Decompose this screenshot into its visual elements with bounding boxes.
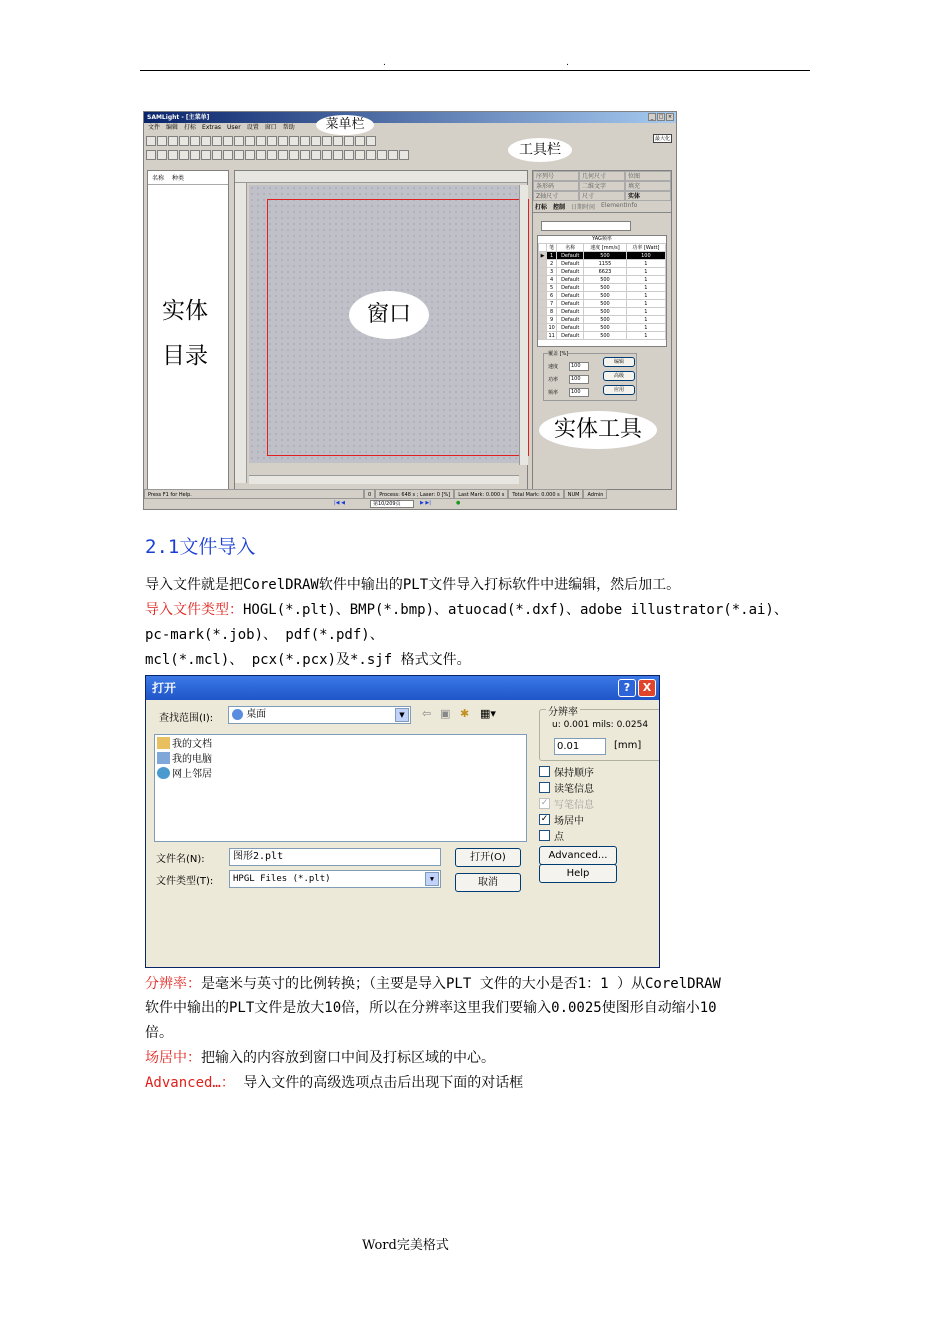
status-help: Press F1 for Help. xyxy=(144,489,364,499)
menu-file[interactable]: 文件 xyxy=(148,124,161,131)
pen-cell: Default xyxy=(557,268,584,276)
tool-icon[interactable] xyxy=(366,150,376,160)
override-field-label: 频率 xyxy=(548,390,559,396)
pen-row[interactable] xyxy=(539,252,666,260)
tool-icon[interactable] xyxy=(223,136,233,146)
advanced-explain-label: Advanced…： xyxy=(145,1075,235,1091)
edit-button[interactable]: 编辑 xyxy=(603,357,635,367)
pen-cell: 6623 xyxy=(584,268,627,276)
subtab-datetime[interactable]: 日期时间 xyxy=(571,204,596,211)
pointer-icon[interactable] xyxy=(344,136,354,146)
entity-tree-header xyxy=(148,171,228,185)
move-icon[interactable] xyxy=(344,150,354,160)
horizontal-ruler xyxy=(235,171,527,183)
file-types-text: HOGL(*.plt)、BMP(*.bmp)、atuocad(*.dxf)、adobe illustrator(*.ai)、 xyxy=(243,602,788,618)
cancel-button[interactable]: 取消 xyxy=(455,873,521,892)
view-menu-icon[interactable]: ▦▾ xyxy=(480,707,496,720)
zoom-fit-icon[interactable] xyxy=(399,150,409,160)
lookin-combo[interactable] xyxy=(228,706,411,724)
tool-icon[interactable] xyxy=(311,150,321,160)
pen-cell: Default xyxy=(557,276,584,284)
preview-icon[interactable] xyxy=(256,150,266,160)
pen-cell: 7 xyxy=(547,300,557,308)
status-last-mark: Last Mark: 0.000 s xyxy=(454,489,508,499)
filetype-value: HPGL Files (*.plt) xyxy=(233,874,331,884)
entity-tree-panel xyxy=(147,170,229,490)
first-page-icon[interactable]: |◀ ◀ xyxy=(334,500,345,506)
resolution-explain-line2: 软件中输出的PLT文件是放大10倍，所以在分辨率这里我们要输入0.0025使图形自动缩小10 xyxy=(145,1000,717,1016)
header-rule xyxy=(140,70,810,71)
filename-label: 文件名(N): xyxy=(156,854,205,865)
pen-cell: 1 xyxy=(626,276,665,284)
pen-cell: 4 xyxy=(547,276,557,284)
file-types-label: 导入文件类型： xyxy=(145,602,243,618)
option-label: 场居中 xyxy=(554,815,584,827)
override-title: 覆盖 [%] xyxy=(548,351,569,357)
pen-col-header: 笔 xyxy=(547,244,557,252)
samlight-menubar xyxy=(144,123,676,133)
callout-window: 窗口 xyxy=(349,291,429,339)
file-item-label: 我的电脑 xyxy=(172,754,212,765)
tool-icon[interactable] xyxy=(366,136,376,146)
row-selector xyxy=(539,324,547,332)
print-icon[interactable] xyxy=(245,150,255,160)
callout-entity-directory xyxy=(162,289,208,379)
pen-cell: Default xyxy=(557,260,584,268)
callout-menubar: 菜单栏 xyxy=(316,115,374,135)
pen-cell: 1 xyxy=(626,292,665,300)
header-dot: . xyxy=(383,58,386,68)
tab-bitmap[interactable]: 位图 xyxy=(625,171,671,181)
network-icon xyxy=(157,767,170,779)
option-checkbox[interactable] xyxy=(539,763,594,779)
toolbar-row-1 xyxy=(146,136,376,148)
pen-col-header: 功率 [Watt] xyxy=(626,244,665,252)
file-types-line3: mcl(*.mcl)、 pcx(*.pcx)及*.sjf 格式文件。 xyxy=(145,652,471,668)
add-page-icon[interactable]: ● xyxy=(456,500,461,506)
zoom-out-icon[interactable] xyxy=(388,150,398,160)
align-icon[interactable] xyxy=(168,150,178,160)
checkbox-box[interactable] xyxy=(539,766,550,777)
rect-icon[interactable] xyxy=(300,136,310,146)
page-indicator[interactable]: 第10/209页 xyxy=(370,500,414,508)
override-field-input[interactable]: 100 xyxy=(569,388,589,397)
pen-cell: 100 xyxy=(626,252,665,260)
pen-cell: Default xyxy=(557,300,584,308)
pen-cell: 1155 xyxy=(584,260,627,268)
menu-settings[interactable]: 设置 xyxy=(246,124,259,131)
drawing-canvas[interactable] xyxy=(249,185,519,463)
pen-cell: 1 xyxy=(547,252,557,260)
resolution-unit: [mm] xyxy=(614,740,642,751)
pen-cell: 8 xyxy=(547,308,557,316)
line-icon[interactable] xyxy=(289,136,299,146)
resolution-explain-text: 是毫米与英寸的比例转换；（主要是导入PLT 文件的大小是否1：1 ）从CorelDRAW xyxy=(201,976,721,992)
pen-cell: 6 xyxy=(547,292,557,300)
pen-cell: 1 xyxy=(626,332,665,340)
filetype-select[interactable] xyxy=(229,870,441,888)
help-text-button[interactable]: Help xyxy=(539,864,617,883)
computer-icon xyxy=(157,752,170,764)
resolution-title: 分辨率 xyxy=(546,703,580,718)
pen-cell: Default xyxy=(557,332,584,340)
lookin-value: 桌面 xyxy=(246,709,267,720)
row-selector xyxy=(539,268,547,276)
samlight-screenshot xyxy=(143,111,677,510)
minimize-icon[interactable]: _ xyxy=(648,113,656,121)
chevron-down-icon[interactable]: ▼ xyxy=(425,872,439,886)
pen-cell: 500 xyxy=(584,332,627,340)
callout-entity-dir-line2: 目录 xyxy=(162,343,208,369)
lookin-label: 查找范围(I): xyxy=(159,713,214,724)
page-nav-bar xyxy=(144,499,676,510)
resolution-info: u: 0.001 mils: 0.0254 xyxy=(552,720,649,730)
page-footer: Word完美格式 xyxy=(362,1238,449,1253)
file-list xyxy=(154,734,527,842)
tab-fill[interactable]: 填充 xyxy=(625,181,671,191)
horizontal-scrollbar[interactable] xyxy=(249,475,519,484)
override-field xyxy=(548,386,589,399)
pen-cell: 500 xyxy=(584,300,627,308)
align-icon[interactable] xyxy=(146,150,156,160)
column-name[interactable]: 名称 xyxy=(152,175,165,182)
align-icon[interactable] xyxy=(179,150,189,160)
resolution-group xyxy=(539,709,660,761)
option-label: 写笔信息 xyxy=(554,799,594,811)
center-explain-text: 把输入的内容放到窗口中间及打标区域的中心。 xyxy=(201,1050,495,1066)
align-icon[interactable] xyxy=(157,150,167,160)
pen-cell: 1 xyxy=(626,268,665,276)
option-label: 读笔信息 xyxy=(554,783,594,795)
row-selector xyxy=(539,300,547,308)
pen-cell: 500 xyxy=(584,316,627,324)
delete-icon[interactable] xyxy=(355,136,365,146)
status-process: Process: 648 s ; Laser: 0 [%] xyxy=(375,489,454,499)
override-field-input[interactable]: 100 xyxy=(569,362,589,371)
pen-row[interactable] xyxy=(539,324,666,332)
pen-row[interactable] xyxy=(539,332,666,340)
vertical-scrollbar[interactable] xyxy=(519,185,528,465)
toolbar-row-2 xyxy=(146,150,409,162)
pen-cell: Default xyxy=(557,284,584,292)
option-checkbox[interactable] xyxy=(539,779,594,795)
status-total-mark: Total Mark: 0.000 s xyxy=(508,489,563,499)
pen-cell: 500 xyxy=(584,308,627,316)
row-selector xyxy=(539,260,547,268)
file-types-line1 xyxy=(145,598,813,623)
curve-icon[interactable] xyxy=(333,136,343,146)
tool-icon[interactable] xyxy=(322,150,332,160)
next-page-icon[interactable]: ▶ ▶| xyxy=(420,500,431,506)
pen-row[interactable] xyxy=(539,300,666,308)
circle-icon[interactable] xyxy=(322,136,332,146)
subtab-mark[interactable]: 打标 xyxy=(535,204,548,211)
vertical-ruler xyxy=(235,183,247,483)
filename-input[interactable]: 图形2.plt xyxy=(229,848,441,866)
pen-cell: Default xyxy=(557,316,584,324)
row-selector: ▶ xyxy=(539,252,547,260)
pen-row[interactable] xyxy=(539,308,666,316)
pen-col-header: 名称 xyxy=(557,244,584,252)
chevron-down-icon[interactable]: ▼ xyxy=(395,708,409,722)
tool-icon[interactable] xyxy=(212,136,222,146)
menu-user[interactable]: User xyxy=(227,124,241,131)
header-dot: . xyxy=(566,58,569,68)
tab-2d-text[interactable]: 二维文字 xyxy=(579,181,625,191)
option-checkbox[interactable] xyxy=(539,827,594,843)
pen-cell: 2 xyxy=(547,260,557,268)
entity-properties-panel xyxy=(532,170,672,490)
file-item-label: 我的文档 xyxy=(172,739,212,750)
pen-cell: 10 xyxy=(548,324,555,331)
apply-button[interactable]: 应用 xyxy=(603,385,635,395)
status-num: NUM xyxy=(564,489,584,499)
override-buttons xyxy=(603,357,635,395)
open-icon[interactable] xyxy=(146,136,156,146)
pen-cell: 3 xyxy=(547,268,557,276)
checkbox-box[interactable] xyxy=(539,830,550,841)
filetype-label: 文件类型(T): xyxy=(156,876,214,887)
pen-table xyxy=(537,235,667,347)
resolution-input[interactable]: 0.01 xyxy=(554,738,606,755)
tab-size[interactable]: 尺寸 xyxy=(579,191,625,201)
override-field-label: 功率 xyxy=(548,377,559,383)
new-folder-icon[interactable]: ✱ xyxy=(460,707,470,720)
tool-icon[interactable] xyxy=(179,136,189,146)
tool-icon[interactable] xyxy=(190,136,200,146)
maximize-button[interactable]: 最大化 xyxy=(654,136,670,142)
tool-icon[interactable] xyxy=(245,136,255,146)
status-user: Admin xyxy=(583,489,607,499)
drawing-window xyxy=(234,170,528,490)
tab-barcode[interactable]: 条形码 xyxy=(533,181,579,191)
column-type[interactable]: 种类 xyxy=(172,175,185,182)
center-explain xyxy=(145,1046,813,1071)
menu-window[interactable]: 窗口 xyxy=(264,124,277,131)
menu-mark[interactable]: 打标 xyxy=(184,124,197,131)
dialog-title: 打开 xyxy=(146,676,659,700)
pen-cell: 1 xyxy=(626,316,665,324)
override-field xyxy=(548,373,589,386)
pen-cell: 500 xyxy=(584,324,627,332)
tab-z-axis[interactable]: Z轴尺寸 xyxy=(533,191,579,201)
tool-icon[interactable] xyxy=(278,150,288,160)
samlight-titlebar xyxy=(144,112,676,123)
property-tabs xyxy=(533,171,671,201)
tool-icon[interactable] xyxy=(267,150,277,160)
pen-cell: 9 xyxy=(547,316,557,324)
pen-cell: 1 xyxy=(626,324,665,332)
section-heading: 2.1文件导入 xyxy=(145,536,256,558)
pen-row[interactable] xyxy=(539,292,666,300)
resolution-explain-line1 xyxy=(145,972,813,997)
status-count: 0 xyxy=(364,489,375,499)
pen-cell: 1 xyxy=(626,260,665,268)
align-icon[interactable] xyxy=(212,150,222,160)
tab-geometry[interactable]: 几何尺寸 xyxy=(579,171,625,181)
window-title: SAMLight - [主菜单] xyxy=(147,114,210,121)
tool-icon[interactable] xyxy=(333,150,343,160)
option-checkbox[interactable] xyxy=(539,811,594,827)
window-controls xyxy=(648,113,674,121)
open-button[interactable]: 打开(O) xyxy=(455,848,521,867)
tool-icon[interactable] xyxy=(267,136,277,146)
subtab-control[interactable]: 控制 xyxy=(553,204,566,211)
restore-icon[interactable]: □ xyxy=(658,114,664,120)
tool-icon[interactable] xyxy=(300,150,310,160)
pen-cell: 5 xyxy=(547,284,557,292)
menu-extras[interactable]: Extras xyxy=(202,124,222,131)
import-options xyxy=(539,763,594,843)
file-item[interactable] xyxy=(155,750,526,765)
align-icon[interactable] xyxy=(234,150,244,160)
advanced-explain xyxy=(145,1071,813,1096)
menu-edit[interactable]: 编辑 xyxy=(166,124,179,131)
pen-cell: 1 xyxy=(626,284,665,292)
pen-table-grid xyxy=(538,243,666,340)
pen-select-dropdown[interactable] xyxy=(541,221,631,231)
callout-toolbar: 工具栏 xyxy=(508,138,572,162)
override-field-label: 速度 xyxy=(548,364,559,370)
row-selector xyxy=(539,332,547,340)
file-item[interactable] xyxy=(155,735,526,750)
tool-icon[interactable] xyxy=(256,136,266,146)
back-icon[interactable]: ⇦ xyxy=(422,707,432,720)
resolution-explain-label: 分辨率： xyxy=(145,976,201,992)
center-explain-label: 场居中： xyxy=(145,1050,201,1066)
text-icon[interactable] xyxy=(278,136,288,146)
override-field xyxy=(548,360,589,373)
status-bar xyxy=(144,489,676,499)
menu-help[interactable]: 帮助 xyxy=(282,124,295,131)
align-icon[interactable] xyxy=(190,150,200,160)
checkbox-box[interactable] xyxy=(539,782,550,793)
pen-cell: 500 xyxy=(584,252,627,260)
row-selector xyxy=(539,276,547,284)
pen-row[interactable] xyxy=(539,316,666,324)
file-item[interactable] xyxy=(155,765,526,780)
pen-cell: Default xyxy=(557,324,584,332)
pen-cell: Default xyxy=(557,308,584,316)
advanced-explain-text: 导入文件的高级选项点击后出现下面的对话框 xyxy=(234,1075,524,1091)
intro-paragraph: 导入文件就是把CorelDRAW软件中输出的PLT文件导入打标软件中进编辑，然后加工。 xyxy=(145,577,681,593)
pen-row[interactable] xyxy=(539,284,666,292)
option-label: 点 xyxy=(554,831,564,843)
file-item-label: 网上邻居 xyxy=(172,769,212,780)
callout-entity-dir-line1: 实体 xyxy=(162,298,208,324)
zoom-in-icon[interactable] xyxy=(377,150,387,160)
pen-cell: 1 xyxy=(626,300,665,308)
advanced-button[interactable]: Advanced... xyxy=(539,846,617,865)
tab-entity[interactable]: 实体 xyxy=(625,191,671,201)
pen-cell: 500 xyxy=(584,276,627,284)
override-field-input[interactable]: 100 xyxy=(569,375,589,384)
pen-cell: Default xyxy=(557,292,584,300)
pen-row[interactable] xyxy=(539,260,666,268)
tool-icon[interactable] xyxy=(168,136,178,146)
row-selector xyxy=(539,284,547,292)
row-selector xyxy=(539,292,547,300)
row-selector xyxy=(539,308,547,316)
tool-icon[interactable] xyxy=(355,150,365,160)
resolution-explain-line3: 倍。 xyxy=(145,1025,173,1041)
option-checkbox xyxy=(539,795,594,811)
pen-row[interactable] xyxy=(539,268,666,276)
tool-icon[interactable] xyxy=(234,136,244,146)
folder-icon xyxy=(157,737,170,749)
option-label: 保持顺序 xyxy=(554,767,594,779)
tab-serial-number[interactable]: 序列号 xyxy=(533,171,579,181)
help-icon[interactable] xyxy=(201,136,211,146)
row-selector-header xyxy=(539,244,547,252)
pen-cell: 11 xyxy=(548,332,555,339)
polygon-icon[interactable] xyxy=(311,136,321,146)
row-selector xyxy=(539,316,547,324)
checkmark-icon: ✓ xyxy=(540,797,549,808)
close-icon[interactable]: × xyxy=(667,114,673,120)
subtab-elementinfo[interactable]: ElementInfo xyxy=(601,202,638,209)
pen-cell: Default xyxy=(557,252,584,260)
callout-entity-tools: 实体工具 xyxy=(539,411,657,449)
align-icon[interactable] xyxy=(223,150,233,160)
help-button[interactable]: ? xyxy=(618,679,636,697)
desktop-icon xyxy=(232,709,243,720)
pen-row[interactable] xyxy=(539,276,666,284)
save-icon[interactable] xyxy=(157,136,167,146)
tool-icon[interactable] xyxy=(289,150,299,160)
align-icon[interactable] xyxy=(201,150,211,160)
pen-cell: 500 xyxy=(584,284,627,292)
file-types-line2: pc-mark(*.job)、 pdf(*.pdf)、 xyxy=(145,627,384,643)
pen-col-header: 速度 [mm/s] xyxy=(584,244,627,252)
close-button[interactable]: X xyxy=(638,679,656,697)
up-folder-icon[interactable]: ▣ xyxy=(440,707,451,720)
advanced-button[interactable]: 高级 xyxy=(603,371,635,381)
checkmark-icon[interactable]: ✓ xyxy=(540,813,549,824)
subtabs xyxy=(533,201,671,213)
open-dialog-screenshot xyxy=(145,675,660,968)
pen-cell: 1 xyxy=(626,308,665,316)
pen-table-caption: YAG频率 xyxy=(592,236,612,242)
pen-cell: 500 xyxy=(584,292,627,300)
